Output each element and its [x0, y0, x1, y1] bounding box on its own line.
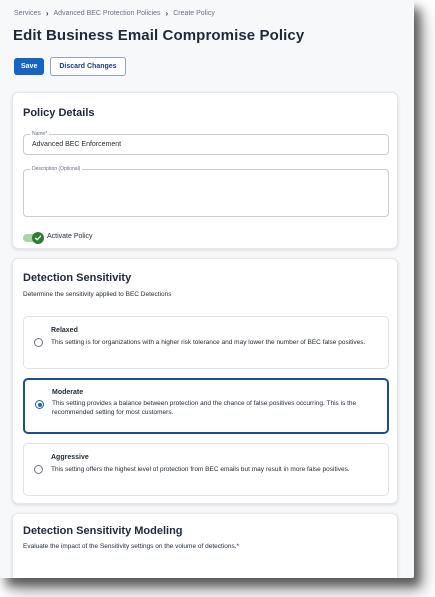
- discard-changes-button[interactable]: Discard Changes: [50, 57, 125, 76]
- option-desc-relaxed: This setting is for organizations with a higher risk tolerance and may lower the number of BEC false positives.: [51, 339, 366, 346]
- breadcrumb-item-services[interactable]: Services: [14, 10, 41, 17]
- detection-sensitivity-subtitle: Determine the sensitivity applied to BEC Detections: [23, 291, 172, 298]
- detection-sensitivity-title: Detection Sensitivity: [23, 272, 132, 284]
- sensitivity-modeling-subtitle: Evaluate the impact of the Sensitivity settings on the volume of detections.*: [23, 543, 240, 550]
- name-field[interactable]: [23, 131, 389, 155]
- save-button[interactable]: Save: [14, 58, 44, 75]
- option-desc-moderate: This setting provides a balance between protection and the chance of false positives occurring. This is the recommended setting for most customers.: [52, 400, 357, 416]
- option-title-moderate: Moderate: [52, 389, 84, 396]
- activate-policy-label: Activate Policy: [47, 233, 93, 240]
- option-title-relaxed: Relaxed: [51, 327, 78, 334]
- policy-details-title: Policy Details: [23, 107, 95, 119]
- sensitivity-option-moderate[interactable]: [23, 378, 389, 434]
- sensitivity-option-relaxed[interactable]: [23, 316, 389, 369]
- radio-relaxed[interactable]: [34, 338, 43, 347]
- description-field[interactable]: [23, 166, 389, 217]
- radio-aggressive[interactable]: [34, 465, 43, 474]
- activate-policy-toggle[interactable]: [23, 233, 43, 243]
- sensitivity-option-aggressive[interactable]: [23, 443, 389, 496]
- page-title: Edit Business Email Compromise Policy: [13, 27, 305, 44]
- option-desc-aggressive: This setting offers the highest level of protection from BEC emails but may result in more false positives.: [51, 466, 350, 473]
- description-field-label: Description (Optional): [32, 166, 81, 172]
- sensitivity-modeling-title: Detection Sensitivity Modeling: [23, 525, 183, 537]
- breadcrumb: [14, 9, 215, 18]
- chevron-right-icon: ›: [165, 9, 169, 18]
- detection-sensitivity-card: [12, 258, 398, 504]
- check-icon: [32, 232, 44, 244]
- option-title-aggressive: Aggressive: [51, 454, 89, 461]
- breadcrumb-item-current: Create Policy: [173, 10, 215, 17]
- breadcrumb-item-policies[interactable]: Advanced BEC Protection Policies: [53, 10, 161, 17]
- policy-details-card: [12, 92, 398, 249]
- name-field-value: Advanced BEC Enforcement: [32, 141, 122, 148]
- name-field-label: Name*: [32, 131, 48, 137]
- action-bar: [14, 58, 126, 76]
- chevron-right-icon: ›: [45, 9, 49, 18]
- sensitivity-modeling-card: [12, 513, 398, 578]
- radio-moderate[interactable]: [35, 400, 44, 409]
